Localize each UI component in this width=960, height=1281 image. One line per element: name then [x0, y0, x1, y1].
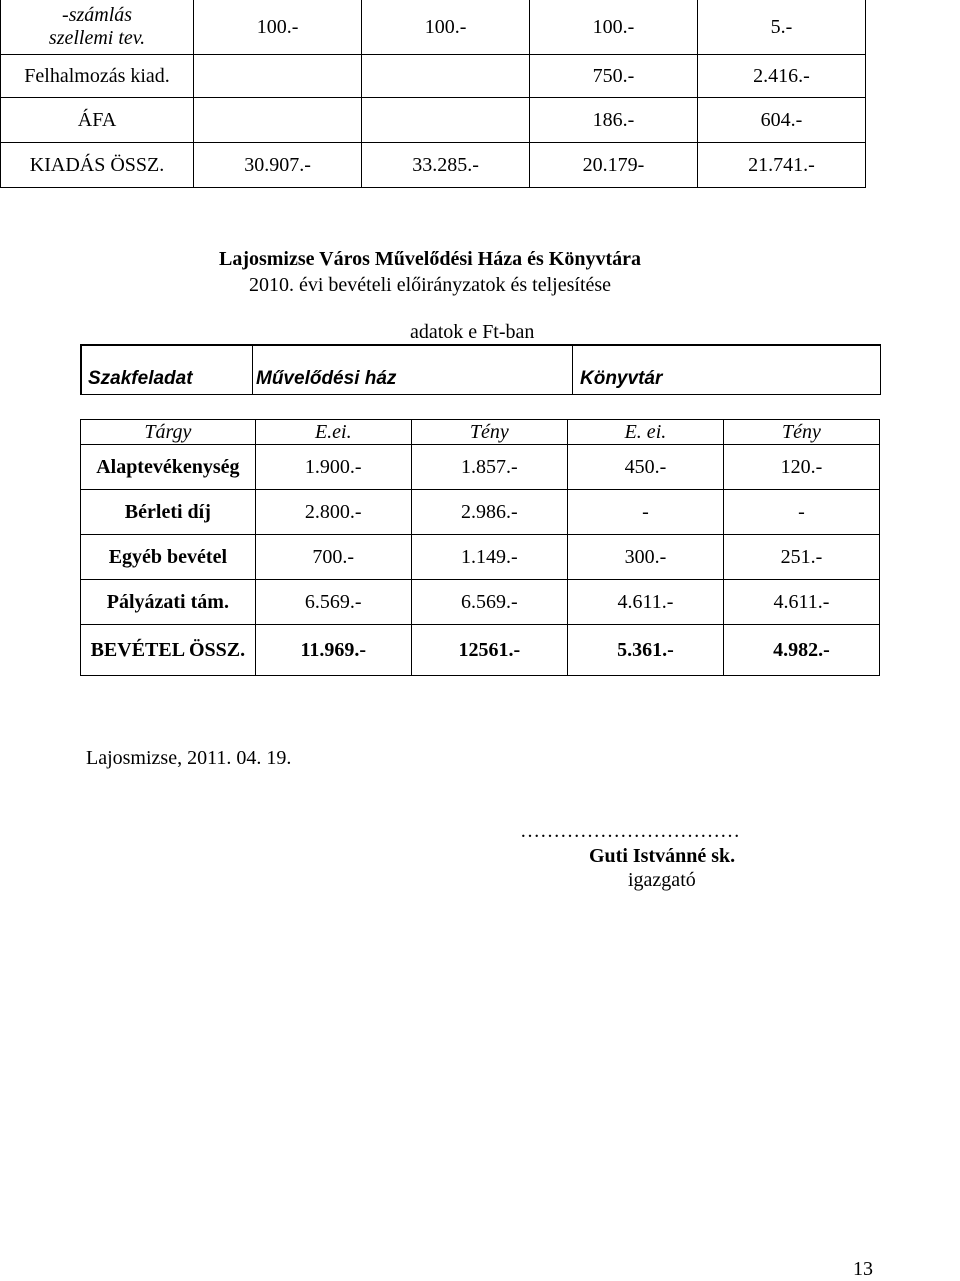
table-row: [1, 98, 866, 143]
row-label: Pályázati tám.: [81, 580, 256, 625]
table-row: [1, 55, 866, 98]
signatory-role: igazgató: [628, 869, 696, 891]
document-subtitle: [0, 274, 960, 297]
cell: 2.800.-: [255, 490, 411, 535]
cell: 4.982.-: [723, 625, 879, 676]
cell: 6.569.-: [255, 580, 411, 625]
row-label-line1: -számlás: [62, 4, 133, 26]
table-row-total: [81, 625, 880, 676]
cell: 4.611.-: [567, 580, 723, 625]
column-header: Tény: [723, 420, 879, 445]
signature-line: ……………………………: [520, 820, 740, 842]
table-header-row: [81, 420, 880, 445]
income-table: [80, 419, 880, 676]
section-header: [80, 344, 881, 395]
cell: 4.611.-: [723, 580, 879, 625]
divider: [572, 346, 573, 394]
cell: 5.361.-: [567, 625, 723, 676]
column-header: E.ei.: [255, 420, 411, 445]
cell: 5.-: [697, 0, 865, 55]
column-header: Tény: [411, 420, 567, 445]
cell: 20.179-: [530, 143, 698, 188]
divider: [252, 346, 253, 394]
row-label: [1, 0, 194, 55]
cell: -: [723, 490, 879, 535]
expense-table: [0, 0, 866, 188]
row-label-line2: szellemi tev.: [48, 27, 146, 49]
cell: [362, 98, 530, 143]
header-szakfeladat: Szakfeladat: [88, 368, 193, 389]
cell: 30.907.-: [194, 143, 362, 188]
row-label: KIADÁS ÖSSZ.: [1, 143, 194, 188]
signatory-name: Guti Istvánné sk.: [589, 845, 736, 867]
row-label: Felhalmozás kiad.: [1, 55, 194, 98]
cell: [194, 55, 362, 98]
cell: 750.-: [530, 55, 698, 98]
page-number: 13: [853, 1258, 873, 1280]
column-header: Tárgy: [81, 420, 256, 445]
table-row: [81, 580, 880, 625]
table-row: [1, 143, 866, 188]
cell: 1.900.-: [255, 445, 411, 490]
cell: 186.-: [530, 98, 698, 143]
table-row: [81, 445, 880, 490]
row-label: Alaptevékenység: [81, 445, 256, 490]
cell: 2.986.-: [411, 490, 567, 535]
cell: 2.416.-: [697, 55, 865, 98]
document-subtitle-text: 2010. évi bevételi előirányzatok és teljesítése: [248, 274, 612, 296]
cell: 33.285.-: [362, 143, 530, 188]
row-label: ÁFA: [1, 98, 194, 143]
cell: 11.969.-: [255, 625, 411, 676]
cell: 1.149.-: [411, 535, 567, 580]
cell: [362, 55, 530, 98]
row-label: Bérleti díj: [81, 490, 256, 535]
table-row: [81, 535, 880, 580]
row-label: Egyéb bevétel: [81, 535, 256, 580]
cell: 120.-: [723, 445, 879, 490]
cell: 21.741.-: [697, 143, 865, 188]
column-header: E. ei.: [567, 420, 723, 445]
cell: 604.-: [697, 98, 865, 143]
row-label: BEVÉTEL ÖSSZ.: [81, 625, 256, 676]
table-row: [81, 490, 880, 535]
header-muvelodesi-haz: Művelődési ház: [256, 368, 397, 389]
document-title: Lajosmizse Város Művelődési Háza és Könyvtára: [218, 248, 641, 270]
cell: 100.-: [362, 0, 530, 55]
cell: 100.-: [530, 0, 698, 55]
header-konyvtar: Könyvtár: [580, 368, 663, 389]
table-row: [1, 0, 866, 55]
cell: 100.-: [194, 0, 362, 55]
cell: 700.-: [255, 535, 411, 580]
cell: 251.-: [723, 535, 879, 580]
units-note: adatok e Ft-ban: [410, 321, 535, 343]
cell: 450.-: [567, 445, 723, 490]
place-date: Lajosmizse, 2011. 04. 19.: [86, 747, 292, 769]
cell: 6.569.-: [411, 580, 567, 625]
cell: 1.857.-: [411, 445, 567, 490]
cell: -: [567, 490, 723, 535]
cell: 300.-: [567, 535, 723, 580]
cell: 12561.-: [411, 625, 567, 676]
cell: [194, 98, 362, 143]
